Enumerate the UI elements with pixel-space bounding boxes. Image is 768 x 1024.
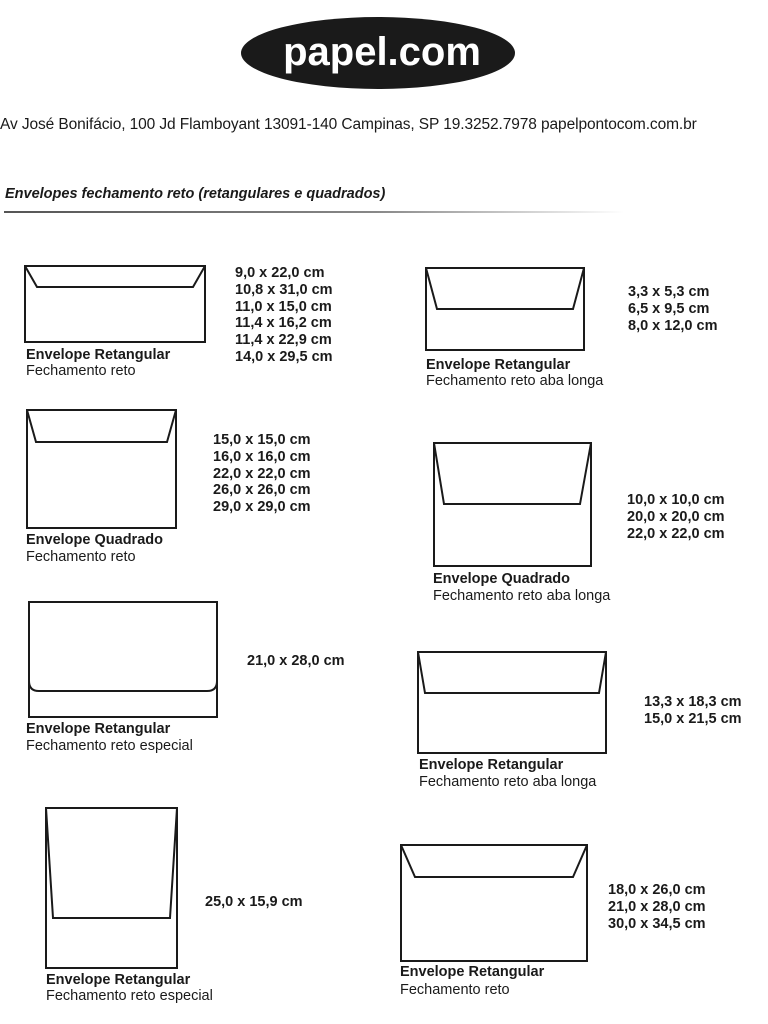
envelope-sizes (247, 653, 345, 670)
envelope-subtitle: Fechamento reto (26, 549, 136, 565)
size-item: 22,0 x 22,0 cm (627, 525, 725, 542)
envelope-sizes (644, 694, 742, 728)
size-item: 15,0 x 21,5 cm (644, 710, 742, 727)
envelope-illustration (24, 265, 206, 343)
envelope-sizes (205, 894, 303, 911)
papel-com-logo (241, 16, 515, 90)
size-item: 22,0 x 22,0 cm (213, 465, 311, 482)
envelope-name: Envelope Quadrado (433, 571, 570, 587)
envelope-subtitle: Fechamento reto especial (26, 738, 193, 754)
size-item: 6,5 x 9,5 cm (628, 300, 710, 317)
envelope-subtitle: Fechamento reto aba longa (419, 774, 597, 790)
size-item: 10,8 x 31,0 cm (235, 281, 333, 298)
envelope-name: Envelope Quadrado (26, 532, 163, 548)
envelope-sizes (213, 432, 311, 516)
envelope-name: Envelope Retangular (419, 757, 564, 773)
envelope-subtitle: Fechamento reto aba longa (426, 373, 604, 389)
envelope-illustration (28, 601, 218, 718)
size-item: 13,3 x 18,3 cm (644, 694, 742, 710)
size-item: 14,0 x 29,5 cm (235, 348, 333, 365)
size-item: 3,3 x 5,3 cm (628, 284, 710, 300)
envelope-subtitle: Fechamento reto (26, 363, 136, 379)
size-item: 8,0 x 12,0 cm (628, 317, 718, 334)
envelope-illustration (45, 807, 178, 969)
size-item: 10,0 x 10,0 cm (627, 492, 725, 508)
envelope-name: Envelope Retangular (26, 347, 171, 363)
size-item: 25,0 x 15,9 cm (205, 894, 303, 910)
envelope-sizes (628, 284, 718, 334)
envelope-illustration (417, 651, 607, 754)
envelope-illustration (425, 267, 585, 351)
envelope-illustration (400, 844, 588, 962)
size-item: 16,0 x 16,0 cm (213, 448, 311, 465)
size-item: 20,0 x 20,0 cm (627, 508, 725, 525)
size-item: 26,0 x 26,0 cm (213, 482, 311, 499)
envelope-illustration (433, 442, 592, 567)
size-item: 21,0 x 28,0 cm (608, 898, 706, 915)
size-item: 18,0 x 26,0 cm (608, 882, 706, 898)
envelope-sizes (235, 265, 333, 366)
logo-text: papel.com (283, 30, 481, 74)
size-item: 30,0 x 34,5 cm (608, 915, 706, 932)
envelope-subtitle: Fechamento reto (400, 982, 510, 998)
size-item: 11,0 x 15,0 cm (235, 298, 332, 315)
envelope-sizes (608, 882, 706, 932)
envelope-subtitle: Fechamento reto especial (46, 988, 213, 1004)
envelope-name: Envelope Retangular (46, 972, 191, 988)
envelope-illustration (26, 409, 177, 529)
envelope-name: Envelope Retangular (26, 721, 171, 737)
size-item: 11,4 x 16,2 cm (235, 315, 332, 332)
company-address: Av José Bonifácio, 100 Jd Flamboyant 13091-140 Campinas, SP 19.3252.7978 papelpontocom.com.br (0, 116, 697, 133)
size-item: 11,4 x 22,9 cm (235, 332, 332, 349)
envelope-sizes (627, 492, 725, 542)
size-item: 9,0 x 22,0 cm (235, 265, 325, 281)
section-title: Envelopes fechamento reto (retangulares e quadrados) (5, 186, 386, 202)
section-divider (4, 211, 624, 213)
size-item: 21,0 x 28,0 cm (247, 653, 345, 669)
size-item: 15,0 x 15,0 cm (213, 432, 311, 448)
envelope-subtitle: Fechamento reto aba longa (433, 588, 611, 604)
envelope-name: Envelope Retangular (400, 964, 545, 980)
envelope-name: Envelope Retangular (426, 357, 571, 373)
size-item: 29,0 x 29,0 cm (213, 499, 311, 516)
